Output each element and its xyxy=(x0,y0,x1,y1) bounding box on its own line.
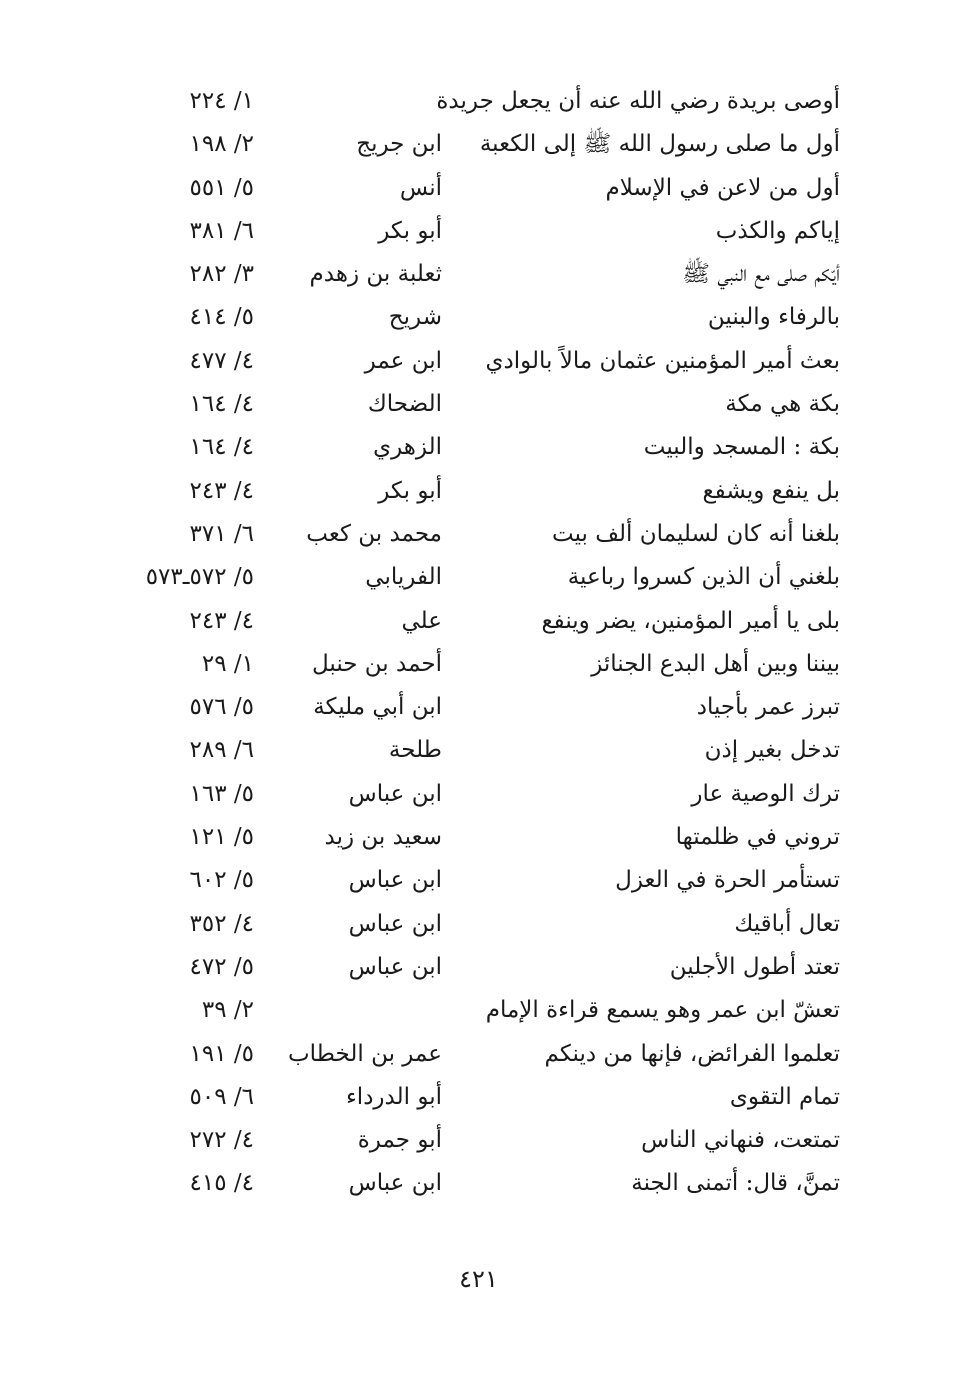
entry-text: بعث أمير المؤمنين عثمان مالاً بالوادي xyxy=(485,347,840,374)
entry-reference: ٤/ ٤٧٧ xyxy=(189,347,254,374)
entry-text: بيننا وبين أهل البدع الجنائز xyxy=(591,650,840,677)
index-row xyxy=(0,729,957,772)
entry-text: تعتد أطول الأجلين xyxy=(669,953,840,980)
entry-text: بالرفاء والبنين xyxy=(707,304,840,331)
entry-text: بكة : المسجد والبيت xyxy=(643,434,840,461)
entry-narrator: ابن عباس xyxy=(348,910,442,937)
entry-text: تستأمر الحرة في العزل xyxy=(615,867,840,894)
entry-text: أول من لاعن في الإسلام xyxy=(605,174,840,201)
index-row xyxy=(0,513,957,556)
entry-narrator: طلحة xyxy=(388,737,442,764)
entry-reference: ٥/ ١٦٣ xyxy=(189,780,254,807)
entry-text: أوصى بريدة رضي الله عنه أن يجعل جريدة xyxy=(436,88,840,114)
entry-text: بلغني أن الذين كسروا رباعية xyxy=(567,564,840,591)
entry-text: تعال أباقيك xyxy=(734,910,840,937)
entry-reference: ٥/ ١٢١ xyxy=(189,824,254,851)
entry-narrator: محمد بن كعب xyxy=(306,520,442,547)
entry-reference: ٥/ ٥٧٦ xyxy=(189,694,254,721)
index-table xyxy=(0,80,957,1206)
index-row xyxy=(0,686,957,729)
entry-narrator: ابن جريج xyxy=(356,131,442,158)
entry-narrator: الفريابي xyxy=(365,564,442,591)
entry-narrator: أبو بكر xyxy=(378,477,442,504)
entry-narrator: ابن عباس xyxy=(348,780,442,807)
index-row xyxy=(0,383,957,426)
entry-text: تعشّ ابن عمر وهو يسمع قراءة الإمام xyxy=(485,997,840,1024)
entry-reference: ٦/ ٣٧١ xyxy=(189,520,254,547)
entry-text: تبرز عمر بأجياد xyxy=(696,694,840,721)
entry-reference: ٤/ ١٦٤ xyxy=(189,391,254,418)
entry-text: تعلموا الفرائض، فإنها من دينكم xyxy=(544,1040,840,1067)
entry-reference: ١/ ٢٩ xyxy=(201,650,254,677)
entry-text: تمام التقوى xyxy=(729,1083,840,1110)
index-row xyxy=(0,643,957,686)
entry-narrator: الضحاك xyxy=(367,391,442,418)
index-row xyxy=(0,946,957,989)
entry-narrator: أبو جمرة xyxy=(357,1127,442,1154)
entry-narrator: الزهري xyxy=(373,434,442,461)
entry-text: أيّكم صلى مع النبي ﷺ xyxy=(682,261,840,288)
entry-narrator: ابن عمر xyxy=(364,347,442,374)
entry-narrator: أبو بكر xyxy=(378,217,442,244)
entry-text: بل ينفع ويشفع xyxy=(702,477,840,504)
entry-reference: ١/ ٢٢٤ xyxy=(189,88,254,114)
entry-reference: ٢/ ٣٩ xyxy=(201,997,254,1024)
entry-narrator: ابن عباس xyxy=(348,1170,442,1197)
index-row xyxy=(0,1033,957,1076)
entry-narrator: سعيد بن زيد xyxy=(324,824,442,851)
entry-text: تروني في ظلمتها xyxy=(675,824,840,851)
entry-reference: ٦/ ٥٠٩ xyxy=(189,1083,254,1110)
entry-reference: ٣/ ٢٨٢ xyxy=(189,261,254,288)
entry-reference: ٦/ ٣٨١ xyxy=(189,217,254,244)
index-row xyxy=(0,123,957,166)
index-row xyxy=(0,1162,957,1205)
entry-narrator: ثعلبة بن زهدم xyxy=(309,261,442,288)
entry-reference: ٥/ ١٩١ xyxy=(189,1040,254,1067)
index-row xyxy=(0,80,957,123)
entry-text: تمتعت، فنهاني الناس xyxy=(641,1127,840,1154)
entry-narrator: أبو الدرداء xyxy=(345,1083,442,1110)
entry-text: بلى يا أمير المؤمنين، يضر وينفع xyxy=(541,607,840,634)
index-row xyxy=(0,1076,957,1119)
entry-reference: ٤/ ٢٧٢ xyxy=(189,1127,254,1154)
index-row xyxy=(0,253,957,296)
index-row xyxy=(0,426,957,469)
index-row xyxy=(0,470,957,513)
entry-reference: ٥/ ٤١٤ xyxy=(189,304,254,331)
entry-reference: ٤/ ١٦٤ xyxy=(189,434,254,461)
entry-narrator: ابن أبي مليكة xyxy=(313,694,442,721)
index-row xyxy=(0,210,957,253)
index-row xyxy=(0,859,957,902)
index-row xyxy=(0,340,957,383)
entry-narrator: شريح xyxy=(388,304,442,331)
index-row xyxy=(0,167,957,210)
entry-reference: ٢/ ١٩٨ xyxy=(189,131,254,158)
index-row xyxy=(0,989,957,1032)
entry-reference: ٤/ ٢٤٣ xyxy=(189,607,254,634)
entry-reference: ٥/ ٤٧٢ xyxy=(189,953,254,980)
entry-text: إياكم والكذب xyxy=(715,217,840,244)
index-row xyxy=(0,773,957,816)
entry-narrator: ابن عباس xyxy=(348,867,442,894)
entry-reference: ٥/ ٦٠٢ xyxy=(189,867,254,894)
entry-narrator: أنس xyxy=(399,174,442,201)
entry-reference: ٦/ ٢٨٩ xyxy=(189,737,254,764)
entry-text: تدخل بغير إذن xyxy=(704,737,840,764)
entry-reference: ٤/ ٣٥٢ xyxy=(189,910,254,937)
entry-narrator: أحمد بن حنبل xyxy=(311,650,442,677)
entry-narrator: علي xyxy=(401,607,442,634)
entry-text: تمنَّ، قال: أتمنى الجنة xyxy=(631,1170,840,1197)
index-row xyxy=(0,1119,957,1162)
index-row xyxy=(0,600,957,643)
index-row xyxy=(0,903,957,946)
index-row xyxy=(0,556,957,599)
entry-text: أول ما صلى رسول الله ﷺ إلى الكعبة xyxy=(479,131,840,158)
entry-reference: ٥/ ٥٥١ xyxy=(189,174,254,201)
page-number: ٤٢١ xyxy=(459,1265,498,1293)
index-row xyxy=(0,816,957,859)
entry-reference: ٤/ ٤١٥ xyxy=(189,1170,254,1197)
entry-narrator: ابن عباس xyxy=(348,953,442,980)
entry-text: بلغنا أنه كان لسليمان ألف بيت xyxy=(552,520,840,547)
entry-text: ترك الوصية عار xyxy=(691,780,840,807)
entry-reference: ٤/ ٢٤٣ xyxy=(189,477,254,504)
index-row xyxy=(0,296,957,339)
entry-text: بكة هي مكة xyxy=(725,391,840,418)
entry-reference: ٥/ ٥٧٢ـ٥٧٣ xyxy=(145,564,254,591)
entry-narrator: عمر بن الخطاب xyxy=(287,1040,442,1067)
